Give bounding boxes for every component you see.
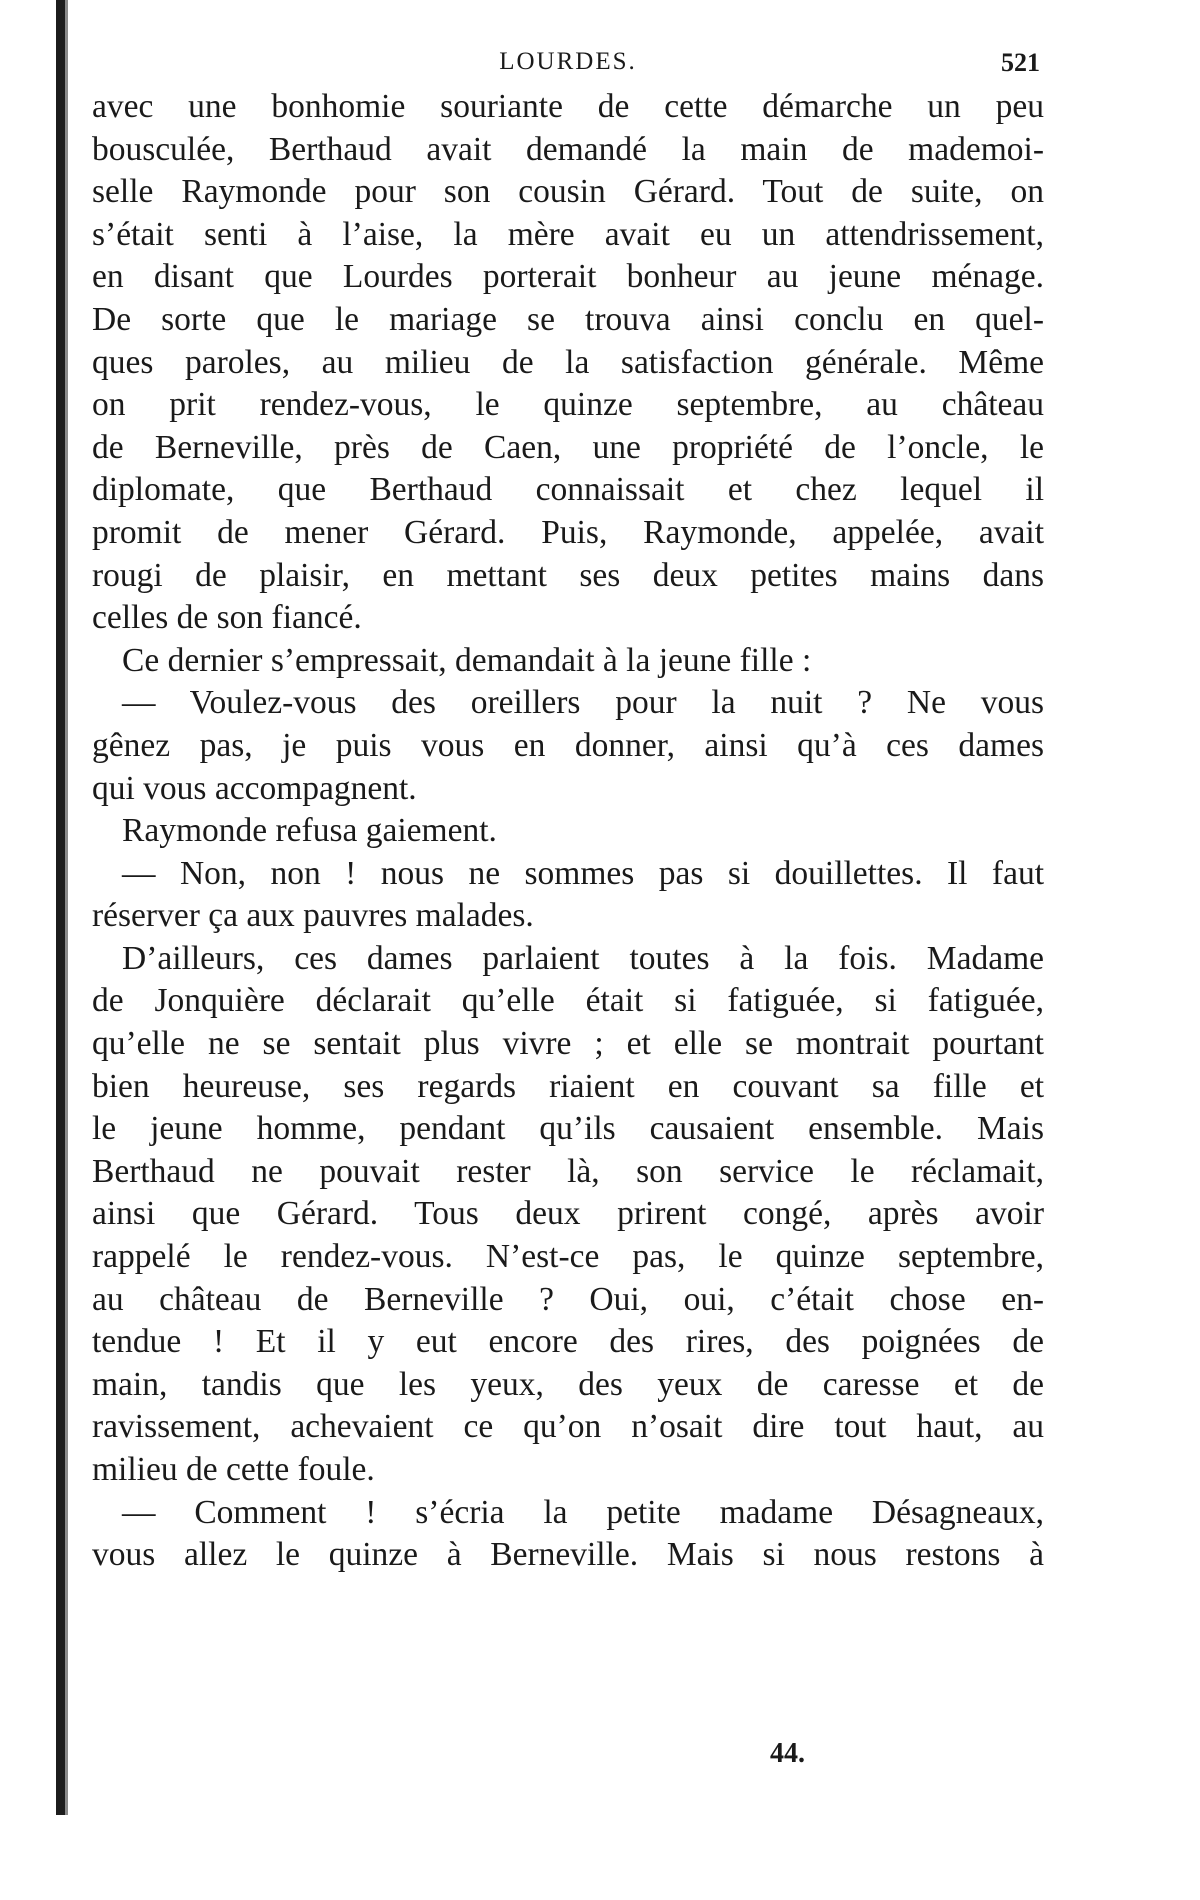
text-line: on prit rendez-vous, le quinze septembre, au château [92,386,1044,424]
text-line: de Berneville, près de Caen, une propriété de l’oncle, le [92,428,1044,466]
text-line: ravissement, achevaient ce qu’on n’osait dire tout haut, au [92,1408,1044,1446]
text-line: gênez pas, je puis vous en donner, ainsi qu’à ces dames [92,726,1044,764]
text-line: main, tandis que les yeux, des yeux de caresse et de [92,1365,1044,1403]
text-line: selle Raymonde pour son cousin Gérard. Tout de suite, on [92,173,1044,211]
text-line: ainsi que Gérard. Tous deux prirent congé, après avoir [92,1195,1044,1233]
text-line: rappelé le rendez-vous. N’est-ce pas, le quinze septembre, [92,1238,1044,1276]
running-head [92,42,1044,86]
body-text [92,86,1044,1577]
text-line: promit de mener Gérard. Puis, Raymonde, appelée, avait [92,513,1044,551]
text-line: avec une bonhomie souriante de cette démarche un peu [92,88,1044,125]
text-line: bousculée, Berthaud avait demandé la main de mademoi- [92,130,1044,168]
text-line: Raymonde refusa gaiement. [122,812,497,850]
text-line: tendue ! Et il y eut encore des rires, des poignées de [92,1323,1044,1361]
text-line: — Comment ! s’écria la petite madame Désagneaux, [122,1493,1044,1531]
text-line: réserver ça aux pauvres malades. [92,897,534,935]
signature-mark: 44. [770,1738,805,1769]
text-line: celles de son fiancé. [92,599,362,637]
text-line: Berthaud ne pouvait rester là, son service le réclamait, [92,1152,1044,1190]
text-line: en disant que Lourdes porterait bonheur au jeune ménage. [92,258,1044,296]
text-line: ques paroles, au milieu de la satisfaction générale. Même [92,343,1044,381]
text-line: au château de Berneville ? Oui, oui, c’était chose en- [92,1280,1044,1318]
page-binding-shadow [65,0,68,1815]
text-line: De sorte que le mariage se trouva ainsi conclu en quel- [92,300,1044,338]
text-line: — Non, non ! nous ne sommes pas si douillettes. Il faut [122,854,1044,892]
text-line: milieu de cette foule. [92,1451,375,1488]
text-line: s’était senti à l’aise, la mère avait eu un attendrissement, [92,215,1044,253]
text-line: D’ailleurs, ces dames parlaient toutes à la fois. Madame [122,939,1044,977]
text-line: bien heureuse, ses regards riaient en couvant sa fille et [92,1067,1044,1105]
text-line: rougi de plaisir, en mettant ses deux petites mains dans [92,556,1044,594]
text-line: le jeune homme, pendant qu’ils causaient ensemble. Mais [92,1110,1044,1148]
text-line: qui vous accompagnent. [92,769,417,807]
running-title: LOURDES. [499,48,637,75]
text-line: qu’elle ne se sentait plus vivre ; et elle se montrait pourtant [92,1025,1044,1063]
text-line: Ce dernier s’empressait, demandait à la jeune fille : [122,641,812,679]
page-binding-edge [56,0,65,1815]
text-line: de Jonquière déclarait qu’elle était si fatiguée, si fatiguée, [92,982,1044,1020]
book-page [92,42,1044,1577]
text-line: — Voulez-vous des oreillers pour la nuit ? Ne vous [122,684,1044,722]
text-line: vous allez le quinze à Berneville. Mais si nous restons à [92,1536,1044,1574]
page-number: 521 [1001,48,1040,77]
text-line: diplomate, que Berthaud connaissait et chez lequel il [92,471,1044,509]
